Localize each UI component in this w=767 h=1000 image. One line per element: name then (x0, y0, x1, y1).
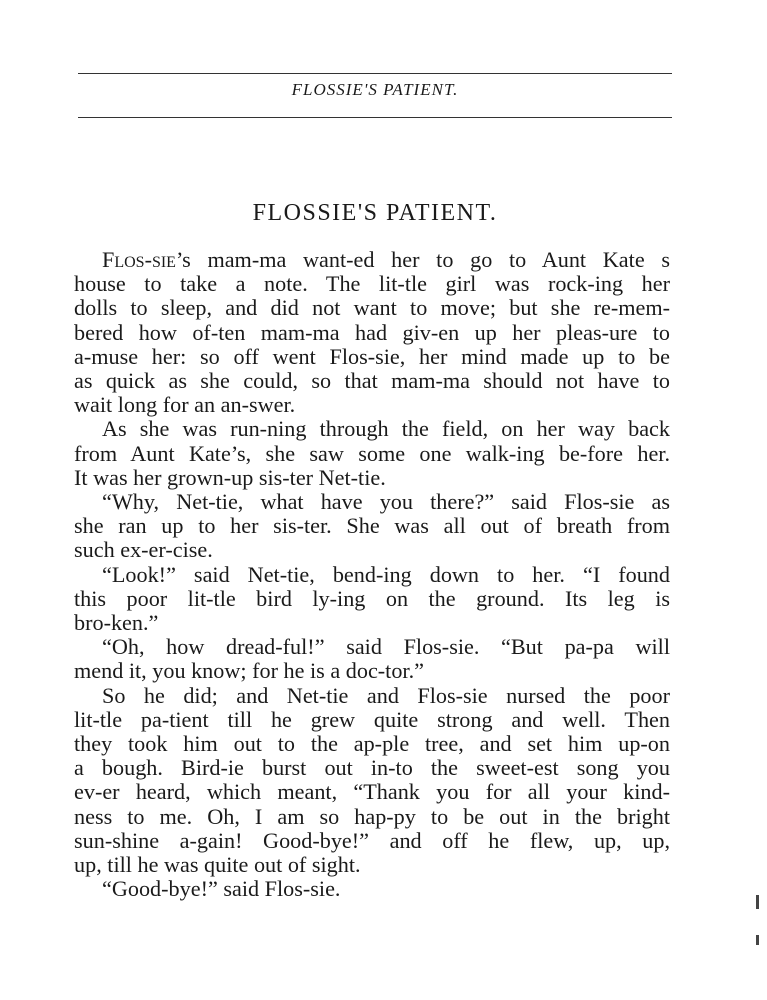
chapter-title: FLOSSIE'S PATIENT. (252, 200, 498, 226)
running-head: FLOSSIE'S PATIENT. (291, 80, 459, 99)
text-line: wait long for an an-swer. (74, 392, 296, 418)
story-body (74, 248, 670, 901)
text-line (74, 248, 670, 272)
text-line: a-muse her: so off went Flos-sie, her mind made up to be (74, 343, 670, 369)
text-line: So he did; and Net-tie and Flos-sie nursed the poor (102, 682, 670, 708)
text-line: such ex-er-cise. (74, 537, 213, 563)
text-line: bered how of-ten mam-ma had giv-en up her pleas-ure to (74, 319, 670, 345)
text-line: this poor lit-tle bird ly-ing on the ground. Its leg is (74, 585, 670, 611)
text-line: mend it, you know; for he is a doc-tor.” (74, 658, 424, 684)
text-line: sun-shine a-gain! Good-bye!” and off he flew, up, up, (74, 827, 670, 853)
bottom-rule (78, 117, 672, 118)
text-line: bro-ken.” (74, 610, 159, 636)
text-line: “Why, Net-tie, what have you there?” said Flos-sie as (102, 489, 670, 515)
text-line: ness to me. Oh, I am so hap-py to be out in the bright (74, 803, 670, 829)
line-text: ’s mam-ma want-ed her to go to Aunt Kate s (175, 247, 670, 272)
text-line: house to take a note. The lit-tle girl was rock-ing her (74, 271, 670, 297)
text-line: It was her grown-up sis-ter Net-tie. (74, 464, 386, 490)
top-rule (78, 73, 672, 74)
text-line: As she was run-ning through the field, on her way back (102, 416, 670, 442)
text-line: up, till he was quite out of sight. (74, 852, 361, 878)
text-line: lit-tle pa-tient till he grew quite strong and well. Then (74, 706, 670, 732)
scan-edge-mark (756, 895, 759, 909)
text-line: dolls to sleep, and did not want to move; but she re-mem- (74, 295, 670, 321)
scan-edge-mark (756, 935, 759, 945)
text-line: ev-er heard, which meant, “Thank you for all your kind- (74, 779, 670, 805)
drop-lead: Flos-sie (102, 247, 176, 272)
text-line: a bough. Bird-ie burst out in-to the sweet-est song you (74, 755, 670, 781)
text-line: as quick as she could, so that mam-ma should not have to (74, 368, 670, 394)
text-line: she ran up to her sis-ter. She was all out of breath from (74, 513, 670, 539)
text-line: they took him out to the ap-ple tree, and set him up-on (74, 731, 670, 757)
text-line: “Oh, how dread-ful!” said Flos-sie. “But pa-pa will (102, 634, 670, 660)
text-line: “Look!” said Net-tie, bend-ing down to her. “I found (102, 561, 670, 587)
text-line: from Aunt Kate’s, she saw some one walk-ing be-fore her. (74, 440, 670, 466)
text-line: “Good-bye!” said Flos-sie. (102, 876, 341, 902)
